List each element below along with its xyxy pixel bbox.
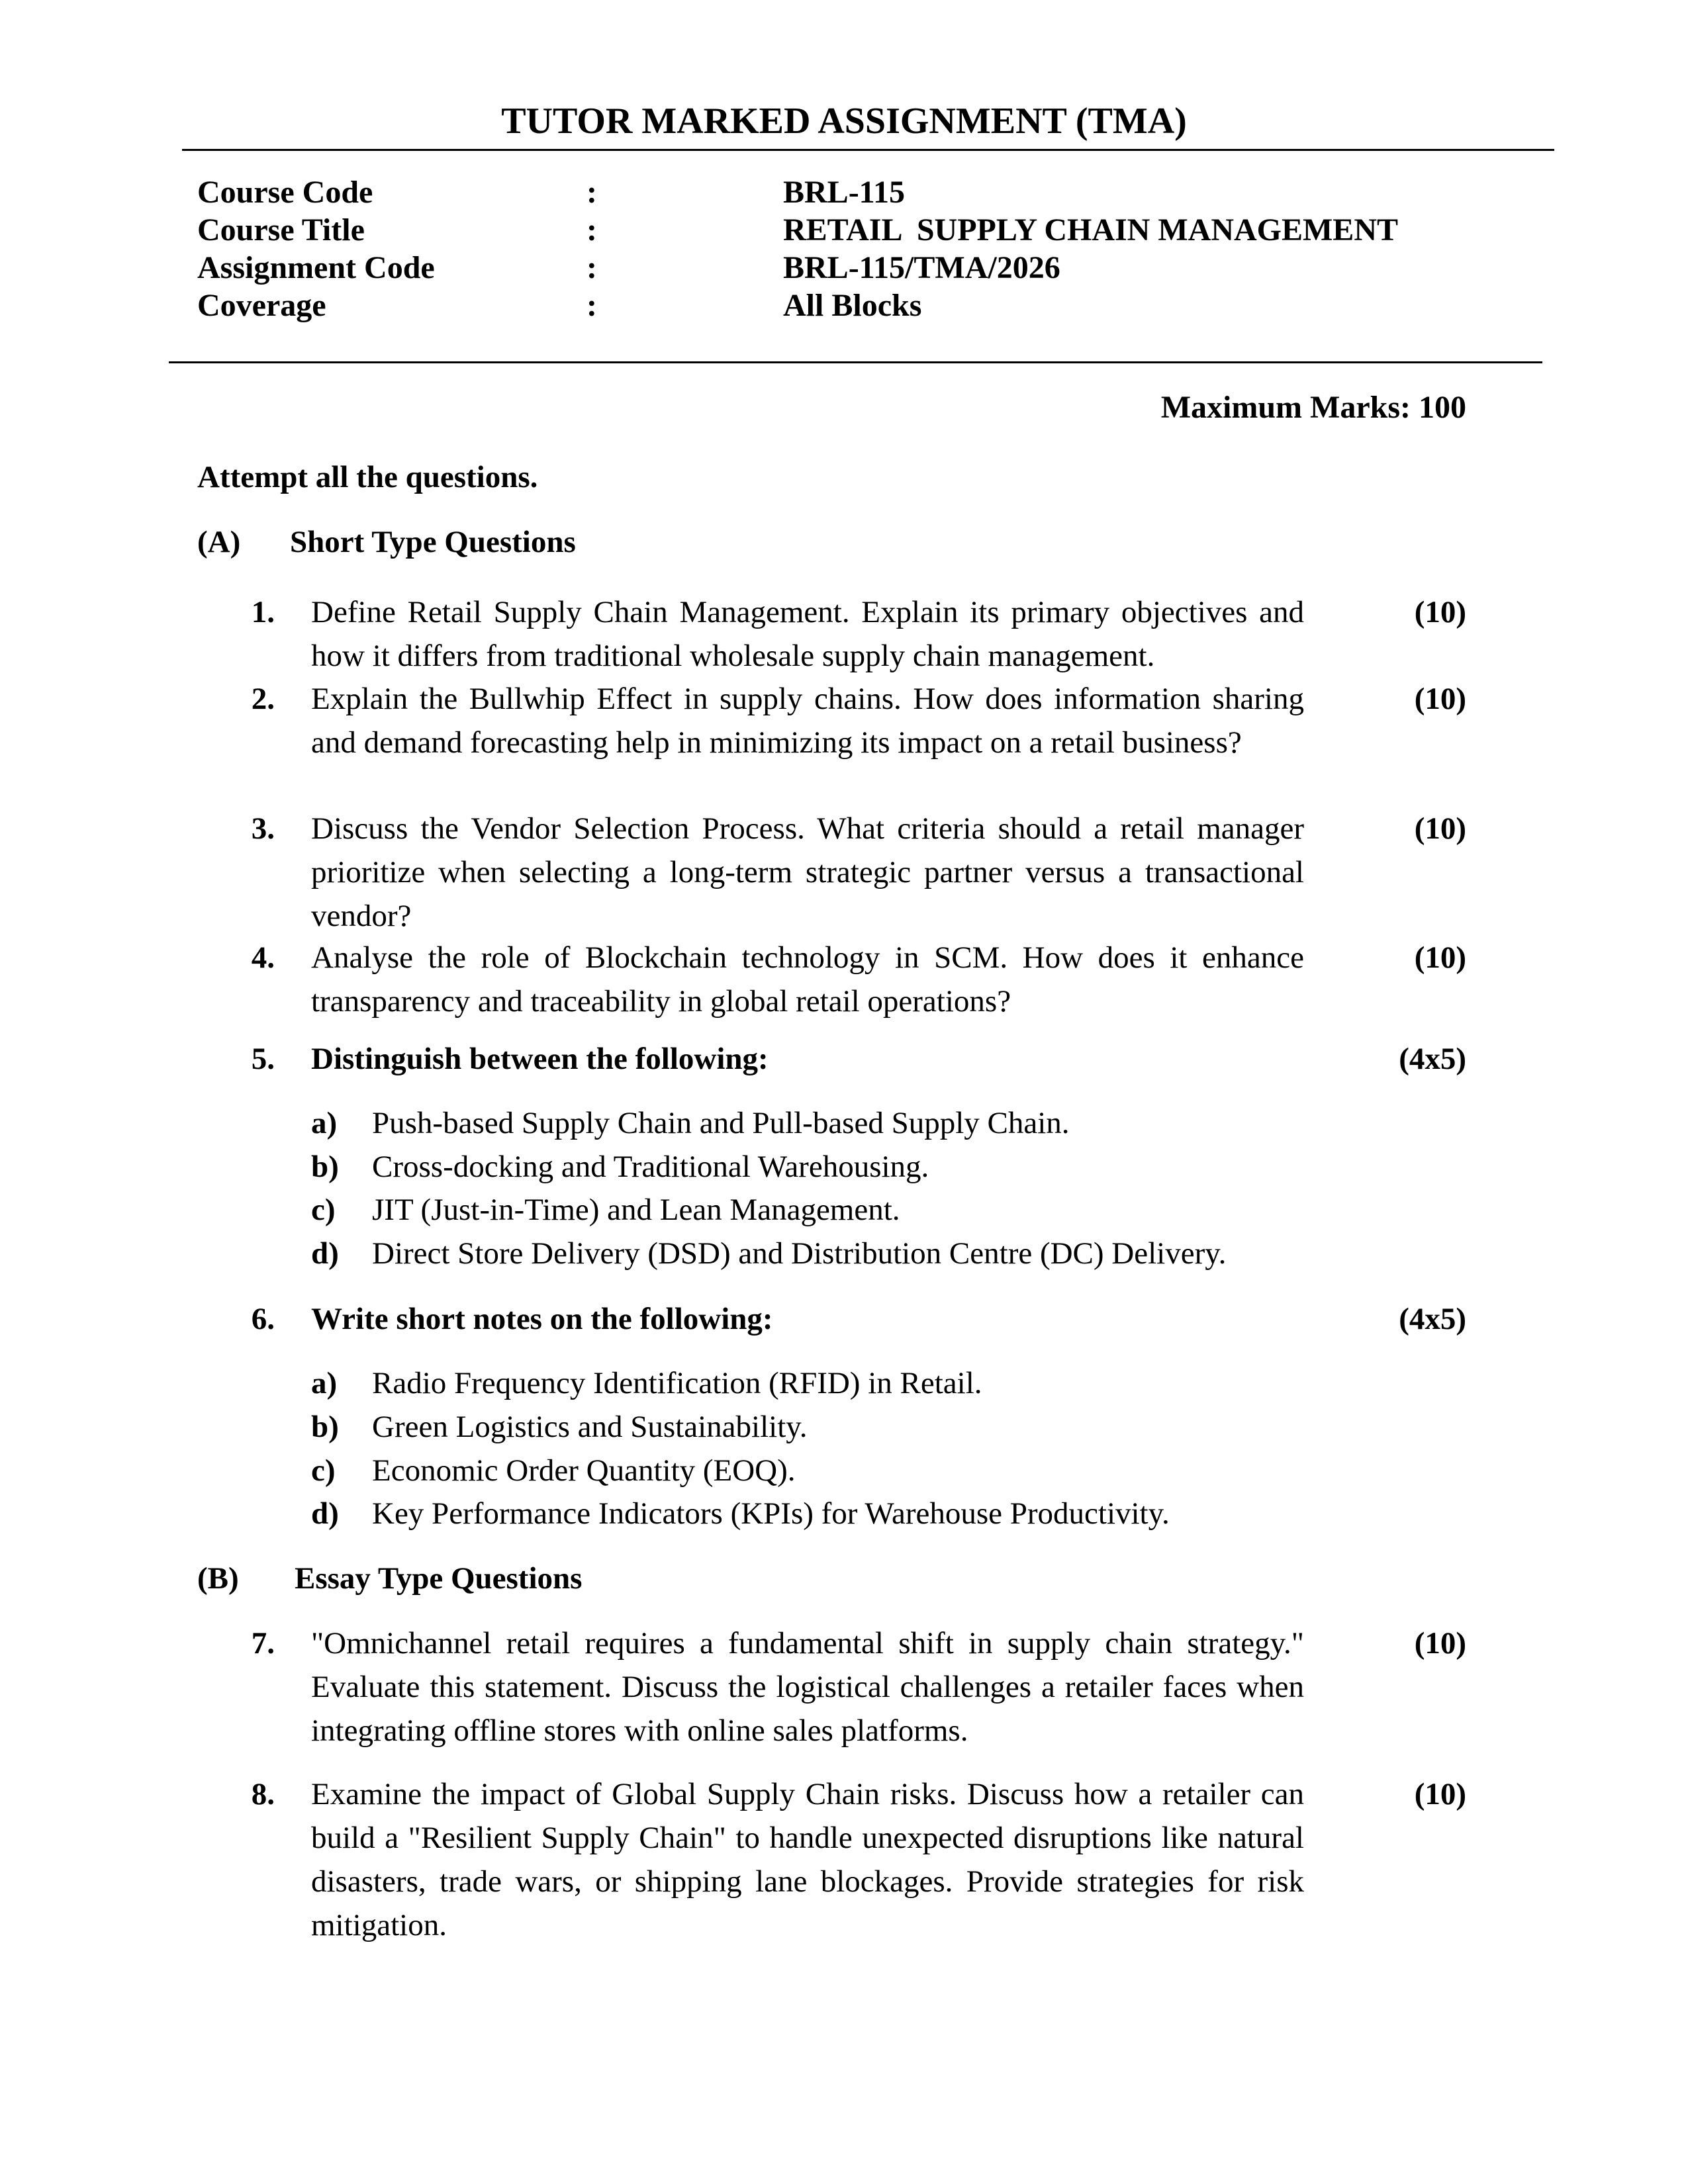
meta-rule [169,361,1542,363]
question-5-item-a: a) Push-based Supply Chain and Pull-based Supply Chain. [311,1106,1070,1140]
question-6-item-a: a) Radio Frequency Identification (RFID) in Retail. [311,1366,982,1400]
question-6-item-b: b) Green Logistics and Sustainability. [311,1410,808,1444]
question-5-item-c: c) JIT (Just-in-Time) and Lean Management. [311,1193,900,1227]
question-6-item-c: c) Economic Order Quantity (EOQ). [311,1453,796,1488]
document-title: TUTOR MARKED ASSIGNMENT (TMA) [501,101,1187,142]
question-5-item-d: d) Direct Store Delivery (DSD) and Distribution Centre (DC) Delivery. [311,1236,1227,1271]
question-6-item-d: d) Key Performance Indicators (KPIs) for Warehouse Productivity. [311,1496,1170,1531]
maximum-marks: Maximum Marks: 100 [1160,390,1466,425]
title-rule [182,149,1554,151]
assignment-page: TUTOR MARKED ASSIGNMENT (TMA) Course Code : BRL-115 Course Title : RETAIL SUPPLY CHAIN MANAGEMENT Assignment Code : BRL-115/TMA/2026 Coverage : All Blocks Maximum Marks: 100 Attempt all the questions. (A) Short Type Questions 1. Define Retail Supply Chain Management. Explain its primary objectives and how it differs from traditional wholesale supply chain management. (10) 2. Explain the Bullwhip Effect in supply chains. How does information sharing and demand forecasting help in minimizing its impact on a retail business? (10) 3. Discuss the Vendor Selection Process. What criteria should a retail manager prioritize when selecting a long-term strategic partner versus a transactional vendor? (10) 4. Analyse the role of Blockchain technology in SCM. How does it enhance transparency and traceability in global retail operations? (10) 5. Distinguish between the following: (4x5) a) Push-based Supply Chain and Pull-based Supply Chain. b) Cross-docking and Traditional Warehousing. c) JIT (Just-in-Time) and Lean Management. d) Direct Store Delivery (DSD) and Distribution Centre (DC) Delivery. 6. Write short notes on the following: (4x5) a) Radio Frequency Identification (RFID) in Retail. b) Green Logistics and Sustainability. c) Economic Order Quantity (EOQ). d) Key Performance Indicators (KPIs) for Warehouse Productivity. (B) Essay Type Questions 7. "Omnichannel retail requires a fundamental shift in supply chain strategy." Evaluate this statement. Discuss the logistical challenges a retailer faces when integrating offline stores with online sales platforms. (10) 8. Examine the impact of Global Supply Chain risks. Discuss how a retailer can build a "Resilient Supply Chain" to handle unexpected disruptions like natural disasters, trade wars, or shipping lane blockages. Provide strategies for risk mitigation. (10) [0,0,1688,2184]
question-5-item-b: b) Cross-docking and Traditional Warehousing. [311,1150,929,1184]
instruction-text: Attempt all the questions. [197,460,538,494]
